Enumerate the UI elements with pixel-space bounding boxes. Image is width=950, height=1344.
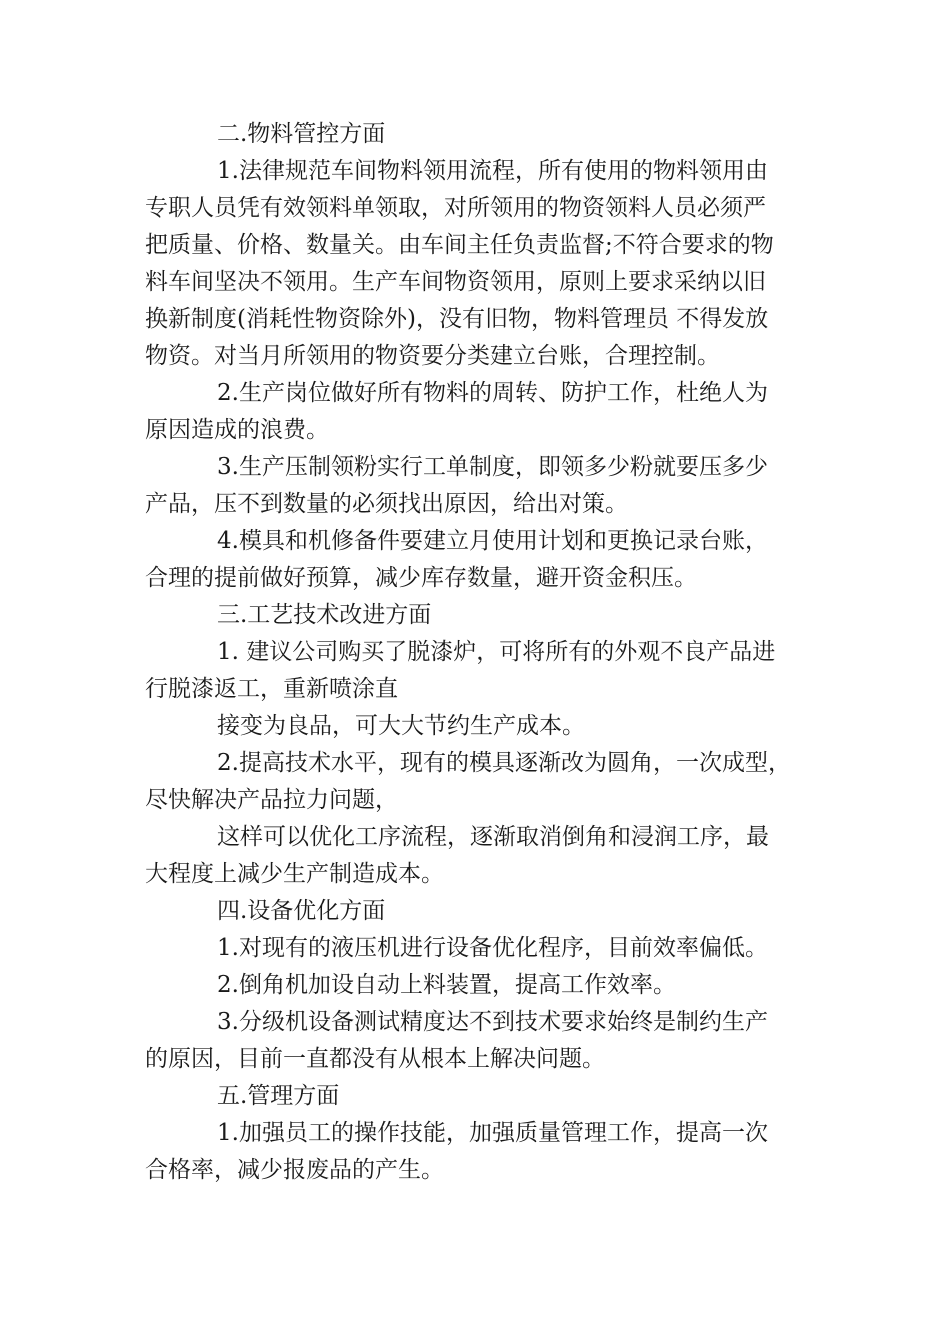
text-line: 物资。对当月所领用的物资要分类建立台账，合理控制。 <box>145 343 720 369</box>
text-line: 料车间坚决不领用。生产车间物资领用，原则上要求采纳以旧 <box>145 269 766 295</box>
text-line: 合理的提前做好预算，减少库存数量，避开资金积压。 <box>145 565 697 591</box>
text-line: 2.倒角机加设自动上料装置，提高工作效率。 <box>217 972 676 998</box>
document-body <box>145 116 805 1189</box>
text-line: 这样可以优化工序流程，逐渐取消倒角和浸润工序，最 <box>217 824 769 850</box>
text-line: 二.物料管控方面 <box>217 121 386 147</box>
text-line: 1.加强员工的操作技能，加强质量管理工作，提高一次 <box>217 1120 768 1146</box>
text-line: 3.分级机设备测试精度达不到技术要求始终是制约生产 <box>217 1009 768 1035</box>
text-line: 专职人员凭有效领料单领取，对所领用的物资领料人员必须严 <box>145 195 766 221</box>
text-line: 接变为良品，可大大节约生产成本。 <box>217 713 585 739</box>
text-line: 合格率，减少报废品的产生。 <box>145 1157 444 1183</box>
text-line: 行脱漆返工，重新喷涂直 <box>145 676 398 702</box>
text-line: 4.模具和机修备件要建立月使用计划和更换记录台账， <box>217 528 768 554</box>
text-line: 1.对现有的液压机进行设备优化程序，目前效率偏低。 <box>217 935 768 961</box>
text-line: 2.提高技术水平，现有的模具逐渐改为圆角，一次成型， <box>217 750 791 776</box>
text-line: 五.管理方面 <box>217 1083 340 1109</box>
text-line: 原因造成的浪费。 <box>145 417 329 443</box>
text-line: 2.生产岗位做好所有物料的周转、防护工作，杜绝人为 <box>217 380 768 406</box>
text-line: 1.法律规范车间物料领用流程，所有使用的物料领用由 <box>217 158 768 184</box>
text-line: 四.设备优化方面 <box>217 898 386 924</box>
text-line: 换新制度(消耗性物资除外)，没有旧物，物料管理员 不得发放 <box>145 306 769 332</box>
text-line: 3.生产压制领粉实行工单制度，即领多少粉就要压多少 <box>217 454 768 480</box>
text-line: 尽快解决产品拉力问题， <box>145 787 398 813</box>
text-line: 1. 建议公司购买了脱漆炉，可将所有的外观不良产品进 <box>217 639 776 665</box>
text-line: 把质量、价格、数量关。由车间主任负责监督;不符合要求的物 <box>145 232 774 258</box>
text-line: 三.工艺技术改进方面 <box>217 602 432 628</box>
text-line: 大程度上减少生产制造成本。 <box>145 861 444 887</box>
text-line: 的原因，目前一直都没有从根本上解决问题。 <box>145 1046 605 1072</box>
text-line: 产品，压不到数量的必须找出原因，给出对策。 <box>145 491 628 517</box>
